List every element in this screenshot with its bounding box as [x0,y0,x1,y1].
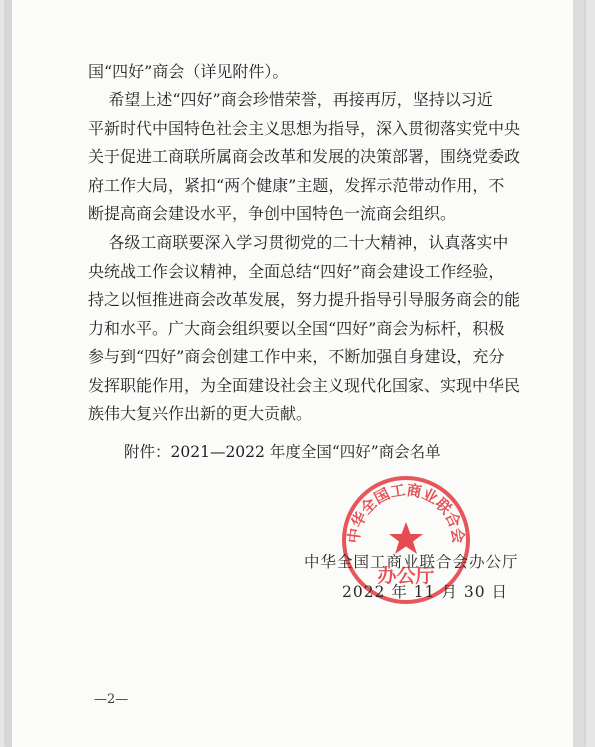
page-right-edge [573,0,584,747]
signature-organization: 中华全国工商业联合会办公厅 [304,553,519,571]
paragraph-requirements: 各级工商联要深入学习贯彻党的二十大精神，认真落实中 央统战工作会议精神，全面总结“四好”商会建设工作经验， 持之以恒推进商会改革发展，努力提升指导引导服务商会的能 力和水平。广大商会组织要以全国“四好”商会为标杆，积极 参与到“四好”商会创建工作中来，不断加强自身建设，充分 发挥职能作用，为全面建设社会主义现代化国家、实现中华民 族伟大复兴作出新的更大贡献。 [88,233,521,423]
signature-date: 2022 年 11 月 30 日 [342,583,509,601]
seal-center-text: 办公厅 [377,566,435,587]
attachment-line: 附件：2021—2022 年度全国“四好”商会名单 [124,443,441,461]
page-left-edge [6,0,12,747]
seal-ring-text: 中华全国工商业联合会 [345,481,467,545]
paragraph-continuation: 国“四好”商会（详见附件）。 [88,62,289,81]
paragraph-honor: 希望上述“四好”商会珍惜荣誉，再接再厉，坚持以习近 平新时代中国特色社会主义思想为指导，深入贯彻落实党中央 关于促进工商联所属商会改革和发展的决策部署，围绕党委政 府工作大局，紧扣“两个健康”主题，发挥示范带动作用，不 断提高商会建设水平，争创中国特色一流商会组织。 [88,90,521,223]
page-number: —2— [94,692,129,707]
document-page [6,0,584,747]
